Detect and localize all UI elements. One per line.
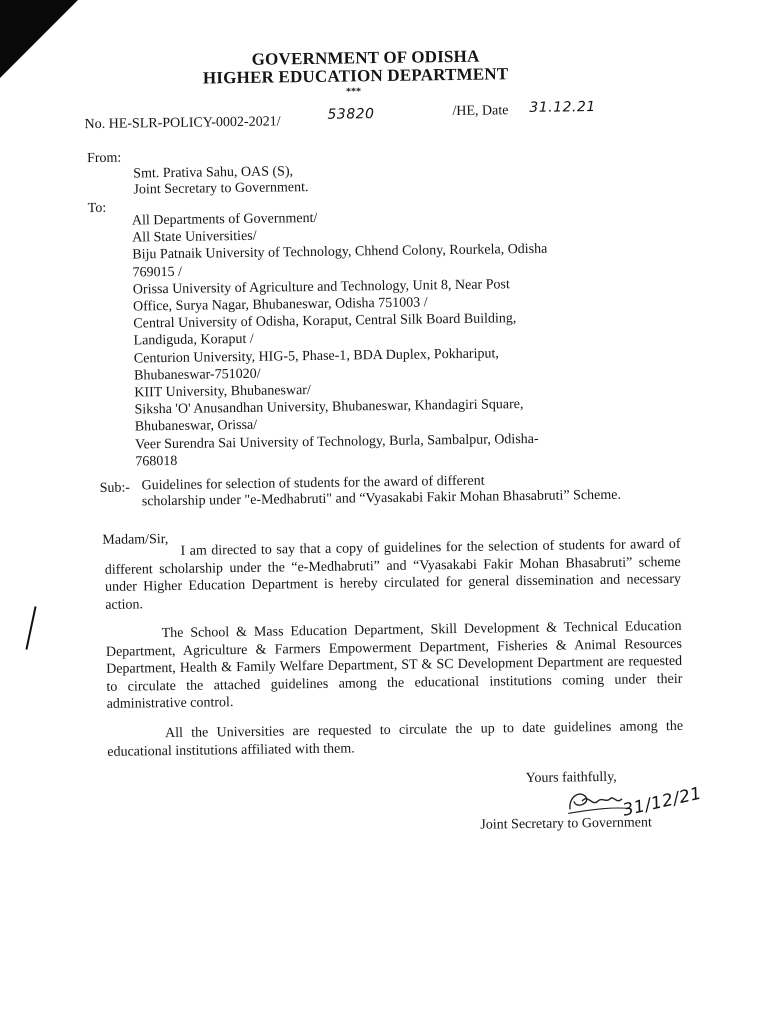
recipient-list — [132, 207, 551, 471]
paragraph-1: I am directed to say that a copy of guidelines for the selection of students for award of different scholarship under the “e-Medhabruti” and “Vyasakabi Fakir Mohan Bhasabruti” scheme under Higher Education Department is hereby circulated for general dissemination and necessary action. — [104, 536, 682, 613]
paragraph-3: All the Universities are requested to circulate the up to date guidelines among the educational institutions affiliated with them. — [107, 718, 684, 760]
recipient-line: Landiguda, Koraput / — [133, 332, 254, 349]
signatory-designation: Joint Secretary to Government — [480, 815, 652, 833]
recipient-line: Centurion University, HIG-5, Phase-1, BDA Duplex, Pokhariput, — [133, 346, 499, 367]
letter-number-label: No. HE-SLR-POLICY-0002-2021/ — [84, 114, 281, 133]
header-stars: *** — [346, 86, 362, 98]
recipient-line: KIIT University, Bhubaneswar/ — [134, 383, 311, 401]
recipient-line: 768018 — [135, 453, 178, 470]
to-label: To: — [87, 200, 107, 217]
yours-faithfully: Yours faithfully, — [525, 769, 617, 787]
salutation: Madam/Sir, — [102, 532, 169, 548]
recipient-line: 769015 / — [132, 264, 183, 281]
recipient-line: All State Universities/ — [132, 228, 257, 246]
recipient-line: Orissa University of Agriculture and Technology, Unit 8, Near Post — [132, 277, 510, 298]
subject-line-1: Guidelines for selection of students for the award of different — [141, 473, 485, 494]
from-designation: Joint Secretary to Government. — [133, 180, 309, 198]
govt-title: GOVERNMENT OF ODISHA — [251, 46, 480, 69]
recipient-line: Bhubaneswar-751020/ — [133, 366, 261, 384]
recipient-line: Veer Surendra Sai University of Technology, Burla, Sambalpur, Odisha- — [134, 431, 539, 453]
paragraph-2: The School & Mass Education Department, Skill Development & Technical Education Department, Agriculture & Farmers Empowerment Department, Fisheries & Animal Resources Department, Health & Family Welfare Department, ST & SC Development Department are requested to circulate the attached guidelines among the educational institutions coming under their administrative control. — [105, 618, 683, 712]
letter-number: 53820 — [327, 106, 375, 123]
recipient-line: Biju Patnaik University of Technology, Chhend Colony, Rourkela, Odisha — [132, 242, 548, 263]
subject-line-2: scholarship under "e-Medhabruti" and “Vyasakabi Fakir Mohan Bhasabruti” Scheme. — [141, 487, 622, 510]
dept-title: HIGHER EDUCATION DEPARTMENT — [202, 64, 509, 88]
letter-date: 31.12.21 — [529, 99, 596, 116]
from-name: Smt. Prativa Sahu, OAS (S), — [133, 164, 294, 182]
recipient-line: Office, Surya Nagar, Bhubaneswar, Odisha 751003 / — [133, 295, 428, 315]
recipient-line: Siksha 'O' Anusandhan University, Bhubaneswar, Khandagiri Square, — [134, 397, 524, 418]
subject-label: Sub:- — [99, 480, 131, 496]
recipient-line: Bhubaneswar, Orissa/ — [134, 418, 258, 435]
recipient-line: Central University of Odisha, Koraput, Central Silk Board Building, — [133, 311, 517, 332]
he-date-label: /HE, Date — [452, 103, 509, 120]
recipient-line: All Departments of Government/ — [131, 210, 318, 229]
from-label: From: — [86, 150, 122, 167]
signature-date: 31/12/21 — [620, 783, 704, 821]
